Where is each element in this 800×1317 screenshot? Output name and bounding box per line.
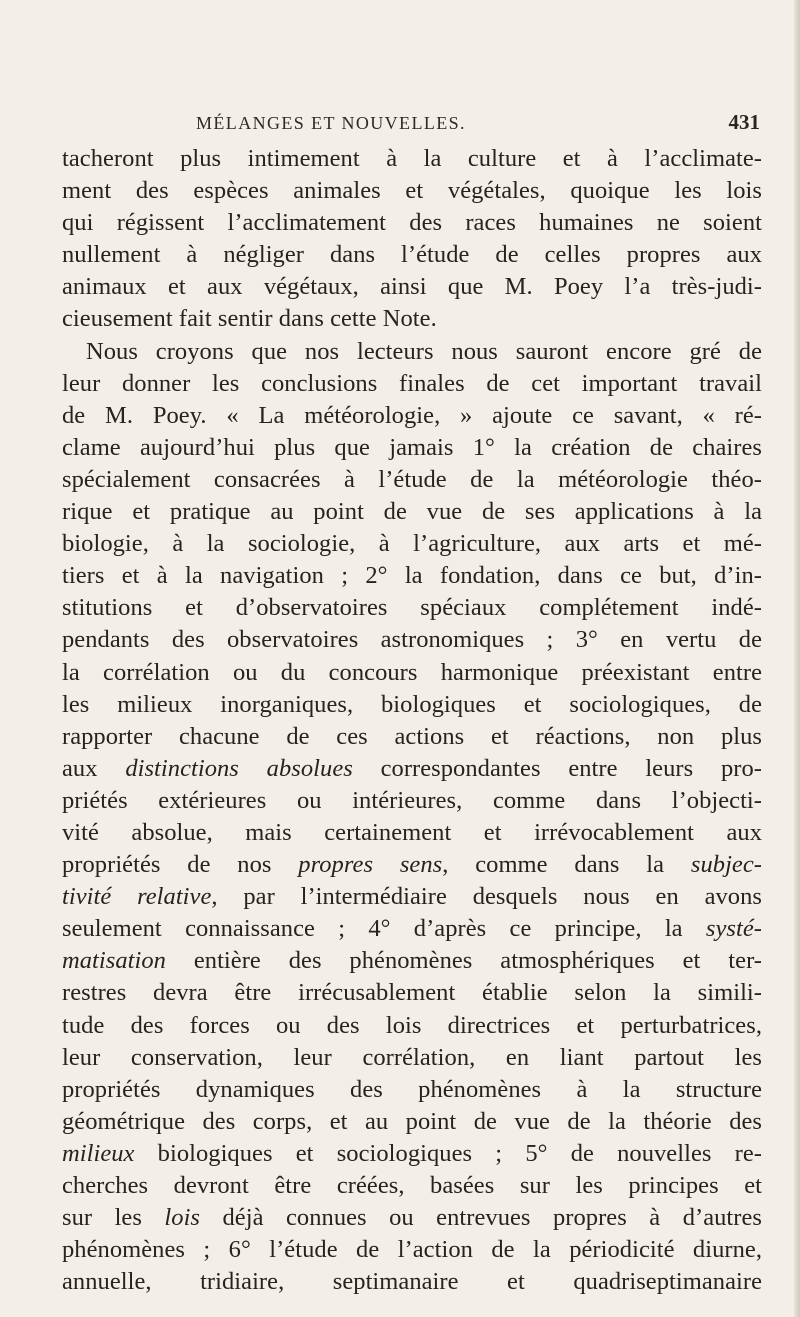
- text-segment: spécialement consacrées à l’étude de la météorologie théo-: [62, 465, 762, 493]
- text-line: [62, 1234, 762, 1266]
- text-line: [62, 913, 762, 945]
- text-segment: animaux et aux végétaux, ainsi que M. Poey l’a très-judi-: [62, 273, 762, 301]
- text-line: [62, 368, 762, 400]
- text-line: [62, 945, 762, 977]
- text-line: [62, 1266, 762, 1298]
- text-segment: tacheront plus intimement à la culture et à l’acclimate-: [62, 145, 762, 172]
- text-line: [62, 785, 762, 817]
- text-line: [62, 400, 762, 432]
- page-edge: [794, 0, 800, 1317]
- text-segment: Nous croyons que nos lecteurs nous sauront encore gré de: [86, 337, 762, 365]
- text-line: [62, 1010, 762, 1042]
- text-line: [62, 1042, 762, 1074]
- text-line: [62, 592, 762, 624]
- italic-text: tivité relative: [62, 883, 212, 911]
- italic-text: propres sens: [298, 851, 443, 879]
- text-line: [62, 207, 762, 239]
- text-segment: ment des espèces animales et végétales, quoique les lois: [62, 177, 762, 205]
- italic-text: matisation: [62, 947, 166, 975]
- text-segment: géométrique des corps, et au point de vue de la théorie des: [62, 1107, 762, 1135]
- italic-text: subjec-: [690, 851, 762, 879]
- text-segment: pendants des observatoires astronomiques ; 3° en vertu de: [62, 626, 762, 654]
- italic-text: distinctions absolues: [125, 754, 353, 782]
- text-segment: propriétés dynamiques des phénomènes à la structure: [62, 1075, 762, 1103]
- page-number: 431: [728, 110, 760, 134]
- text-line: [62, 881, 762, 913]
- text-segment: cherches devront être créées, basées sur les principes et: [62, 1172, 762, 1199]
- text-segment: stitutions et d’observatoires spéciaux complétement indé-: [62, 594, 762, 622]
- running-head: MÉLANGES ET NOUVELLES.: [196, 113, 466, 133]
- text-line: [62, 1106, 762, 1138]
- text-line: [62, 721, 762, 753]
- text-line: [62, 271, 762, 303]
- text-segment: rapporter chacune de ces actions et réactions, non plus: [62, 722, 762, 750]
- text-segment: restres devra être irrécusablement établie selon la simili-: [62, 979, 762, 1007]
- text-segment: leur conservation, leur corrélation, en liant partout les: [62, 1043, 762, 1071]
- text-line: [62, 849, 762, 881]
- text-segment: les milieux inorganiques, biologiques et sociologiques, de: [62, 690, 762, 718]
- text-line: [62, 624, 762, 656]
- text-segment: leur donner les conclusions finales de cet important travail: [62, 369, 762, 397]
- page-header: [196, 110, 760, 139]
- text-segment: tude des forces ou des lois directrices et perturbatrices,: [62, 1011, 762, 1039]
- text-line: [62, 303, 762, 335]
- text-line: [62, 496, 762, 528]
- text-segment: aux: [62, 754, 126, 782]
- text-line: [62, 977, 762, 1009]
- text-segment: cieusement fait sentir dans cette Note.: [62, 305, 437, 333]
- text-segment: annuelle, tridiaire, septimanaire et quadriseptimanaire: [62, 1268, 762, 1296]
- text-segment: , par l’intermédiaire desquels nous en avons: [211, 883, 762, 911]
- text-segment: vité absolue, mais certainement et irrévocablement aux: [62, 818, 762, 846]
- text-segment: déjà connues ou entrevues propres à d’autres: [200, 1204, 763, 1232]
- text-segment: seulement connaissance ; 4° d’après ce principe, la: [62, 915, 706, 943]
- text-line: [62, 753, 762, 785]
- text-line: [62, 528, 762, 560]
- text-segment: biologiques et sociologiques ; 5° de nouvelles re-: [134, 1139, 762, 1167]
- text-segment: la corrélation ou du concours harmonique préexistant entre: [62, 658, 762, 686]
- italic-text: lois: [164, 1204, 201, 1232]
- text-line: [62, 143, 762, 175]
- text-segment: correspondantes entre leurs pro-: [352, 754, 763, 782]
- text-segment: biologie, à la sociologie, à l’agriculture, aux arts et mé-: [62, 530, 762, 558]
- text-line: [62, 1138, 762, 1170]
- text-segment: priétés extérieures ou intérieures, comme dans l’objecti-: [62, 786, 762, 814]
- italic-text: systé-: [705, 915, 762, 943]
- text-line: [62, 239, 762, 271]
- body-text: [62, 143, 762, 1298]
- text-segment: sur les: [62, 1204, 165, 1232]
- text-segment: de M. Poey. « La météorologie, » ajoute ce savant, « ré-: [62, 401, 762, 429]
- text-segment: nullement à négliger dans l’étude de celles propres aux: [62, 241, 762, 269]
- text-line: [62, 336, 762, 368]
- text-line: [62, 560, 762, 592]
- text-segment: , comme dans la: [442, 851, 691, 879]
- text-line: [62, 657, 762, 689]
- text-line: [62, 464, 762, 496]
- text-line: [62, 432, 762, 464]
- italic-text: milieux: [62, 1139, 135, 1167]
- text-segment: propriétés de nos: [62, 851, 299, 879]
- text-line: [62, 1202, 762, 1234]
- text-segment: qui régissent l’acclimatement des races humaines ne soient: [62, 209, 762, 237]
- text-segment: clame aujourd’hui plus que jamais 1° la création de chaires: [62, 433, 762, 461]
- text-segment: rique et pratique au point de vue de ses applications à la: [62, 498, 762, 526]
- text-line: [62, 1074, 762, 1106]
- text-line: [62, 817, 762, 849]
- text-segment: phénomènes ; 6° l’étude de l’action de la périodicité diurne,: [62, 1236, 762, 1264]
- text-segment: entière des phénomènes atmosphériques et ter-: [165, 947, 762, 975]
- text-segment: tiers et à la navigation ; 2° la fondation, dans ce but, d’in-: [62, 562, 762, 590]
- text-line: [62, 175, 762, 207]
- text-line: [62, 689, 762, 721]
- text-line: [62, 1170, 762, 1202]
